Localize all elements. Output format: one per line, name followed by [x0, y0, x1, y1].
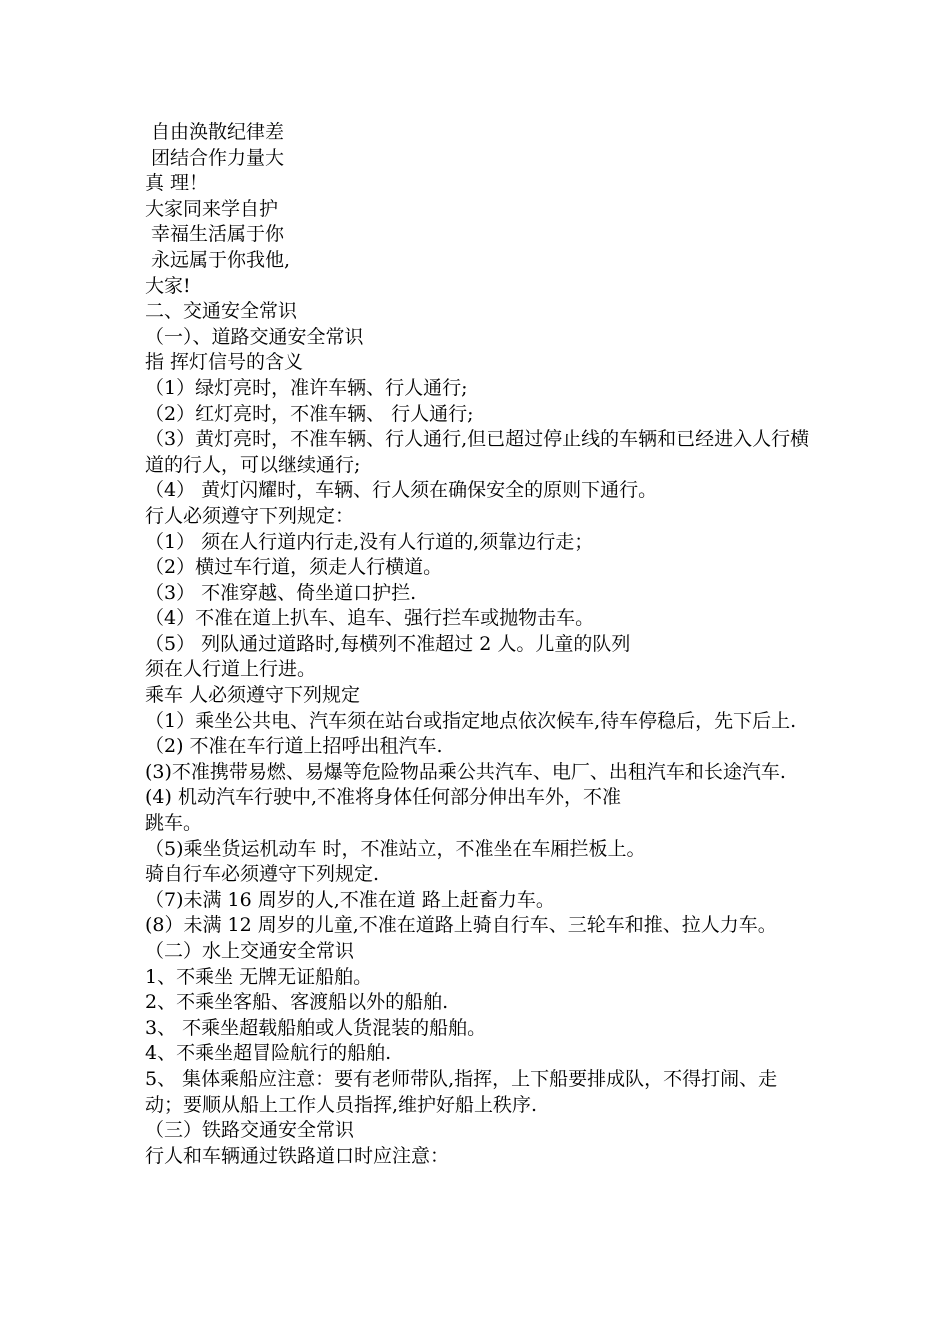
text-line: 团结合作力量大: [145, 146, 285, 169]
subsection-heading: （三）铁路交通安全常识: [145, 1119, 355, 1142]
text-line: 幸福生活属于你: [145, 223, 285, 246]
list-item: （2) 不准在车行道上招呼出租汽车.: [145, 735, 443, 758]
list-item: （7)未满 16 周岁的人,不准在道 路上赶畜力车。: [145, 888, 555, 911]
list-item: (3)不准携带易燃、易爆等危险物品乘公共汽车、电厂、出租汽车和长途汽车.: [145, 760, 786, 783]
list-item: （1）绿灯亮时，准许车辆、行人通行;: [145, 376, 468, 399]
list-item: （4）不准在道上扒车、追车、强行拦车或抛物击车。: [145, 607, 595, 630]
list-item: （1）乘坐公共电、汽车须在站台或指定地点依次候车,待车停稳后，先下后上.: [145, 709, 797, 732]
list-item: （3） 不准穿越、倚坐道口护拦.: [145, 581, 417, 604]
text-line: 真 理！: [145, 172, 209, 195]
text-line: 自由涣散纪律差: [145, 121, 285, 143]
text-line: 乘车 人必须遵守下列规定: [145, 684, 361, 707]
list-item: （2）红灯亮时，不准车辆、 行人通行;: [145, 402, 474, 425]
subsection-heading: （二）水上交通安全常识: [145, 940, 355, 962]
text-line: 骑自行车必须遵守下列规定.: [145, 863, 380, 886]
list-item: （5） 列队通过道路时,每横列不准超过 2 人。儿童的队列: [145, 632, 631, 655]
list-item: （1） 须在人行道内行走,没有人行道的,须靠边行走；: [145, 530, 594, 553]
text-line: 跳车。: [145, 812, 203, 835]
list-item: 5、 集体乘船应注意：要有老师带队,指挥，上下船要排成队，不得打闹、走动；要顺从船上工作人员指挥,维护好船上秩序.: [145, 1067, 778, 1116]
subsection-heading: （一）、道路交通安全常识: [145, 325, 364, 348]
list-item: 4、不乘坐超冒险航行的船舶.: [145, 1042, 392, 1065]
list-item: （3）黄灯亮时，不准车辆、行人通行,但已超过停止线的车辆和已经进入人行横道的行人，可以继续通行;: [145, 428, 810, 476]
text-line: 指 挥灯信号的含义: [145, 351, 304, 374]
document-body: [145, 120, 815, 1169]
list-item: （2）横过车行道，须走人行横道。: [145, 556, 443, 579]
text-line: 大家同来学自护: [145, 197, 279, 220]
list-item: （5)乘坐货运机动车 时，不准站立，不准坐在车厢拦板上。: [145, 837, 646, 860]
text-line: 行人必须遵守下列规定：: [145, 504, 355, 527]
list-item: (8）未满 12 周岁的儿童,不准在道路上骑自行车、三轮车和推、拉人力车。: [145, 914, 777, 937]
text-line: 大家!: [145, 274, 191, 297]
text-line: 永远属于你我他,: [145, 248, 291, 271]
list-item: （4） 黄灯闪耀时，车辆、行人须在确保安全的原则下通行。: [145, 479, 658, 502]
list-item: 2、不乘坐客船、客渡船以外的船舶.: [145, 991, 449, 1014]
list-item: 3、 不乘坐超载船舶或人货混装的船舶。: [145, 1016, 487, 1039]
text-line: 行人和车辆通过铁路道口时应注意：: [145, 1144, 450, 1167]
list-item: (4) 机动汽车行驶中,不准将身体任何部分伸出车外，不准: [145, 786, 621, 809]
section-heading: 二、交通安全常识: [145, 300, 298, 323]
text-line: 须在人行道上行进。: [145, 658, 317, 681]
list-item: 1、不乘坐 无牌无证船舶。: [145, 965, 373, 988]
